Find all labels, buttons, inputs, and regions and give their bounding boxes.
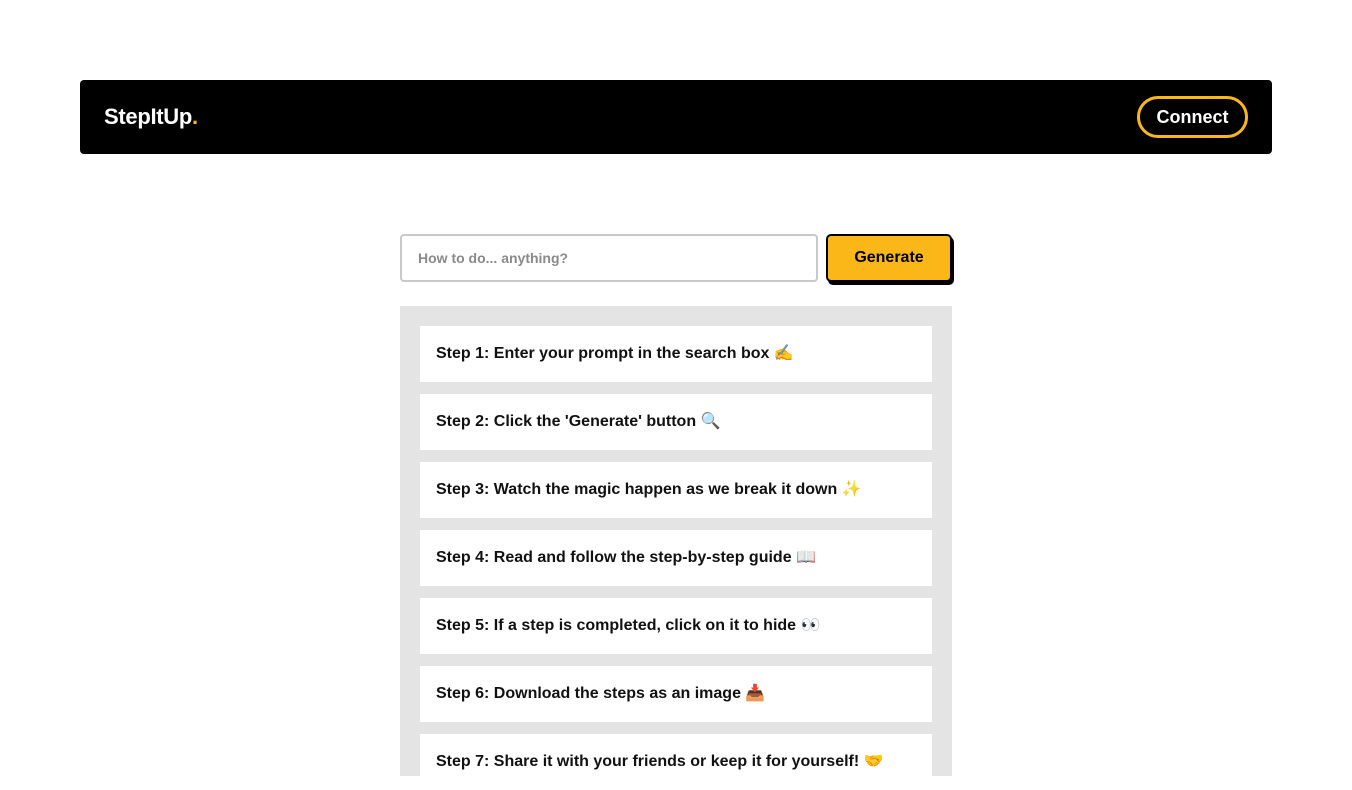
step-item-1[interactable]: Step 1: Enter your prompt in the search box ✍️ xyxy=(420,326,932,382)
step-item-5[interactable]: Step 5: If a step is completed, click on it to hide 👀 xyxy=(420,598,932,654)
brand-name: StepItUp xyxy=(104,104,193,129)
steps-panel xyxy=(400,306,952,776)
generate-button[interactable]: Generate xyxy=(826,234,952,282)
step-item-4[interactable]: Step 4: Read and follow the step-by-step guide 📖 xyxy=(420,530,932,586)
top-navbar xyxy=(80,80,1272,154)
connect-button[interactable]: Connect xyxy=(1137,96,1248,138)
search-input[interactable] xyxy=(400,234,818,282)
brand-logo[interactable] xyxy=(104,80,198,154)
step-item-7[interactable]: Step 7: Share it with your friends or keep it for yourself! 🤝 xyxy=(420,734,932,790)
brand-dot: . xyxy=(192,104,198,129)
step-item-6[interactable]: Step 6: Download the steps as an image 📥 xyxy=(420,666,932,722)
step-item-3[interactable]: Step 3: Watch the magic happen as we break it down ✨ xyxy=(420,462,932,518)
step-item-2[interactable]: Step 2: Click the 'Generate' button 🔍 xyxy=(420,394,932,450)
